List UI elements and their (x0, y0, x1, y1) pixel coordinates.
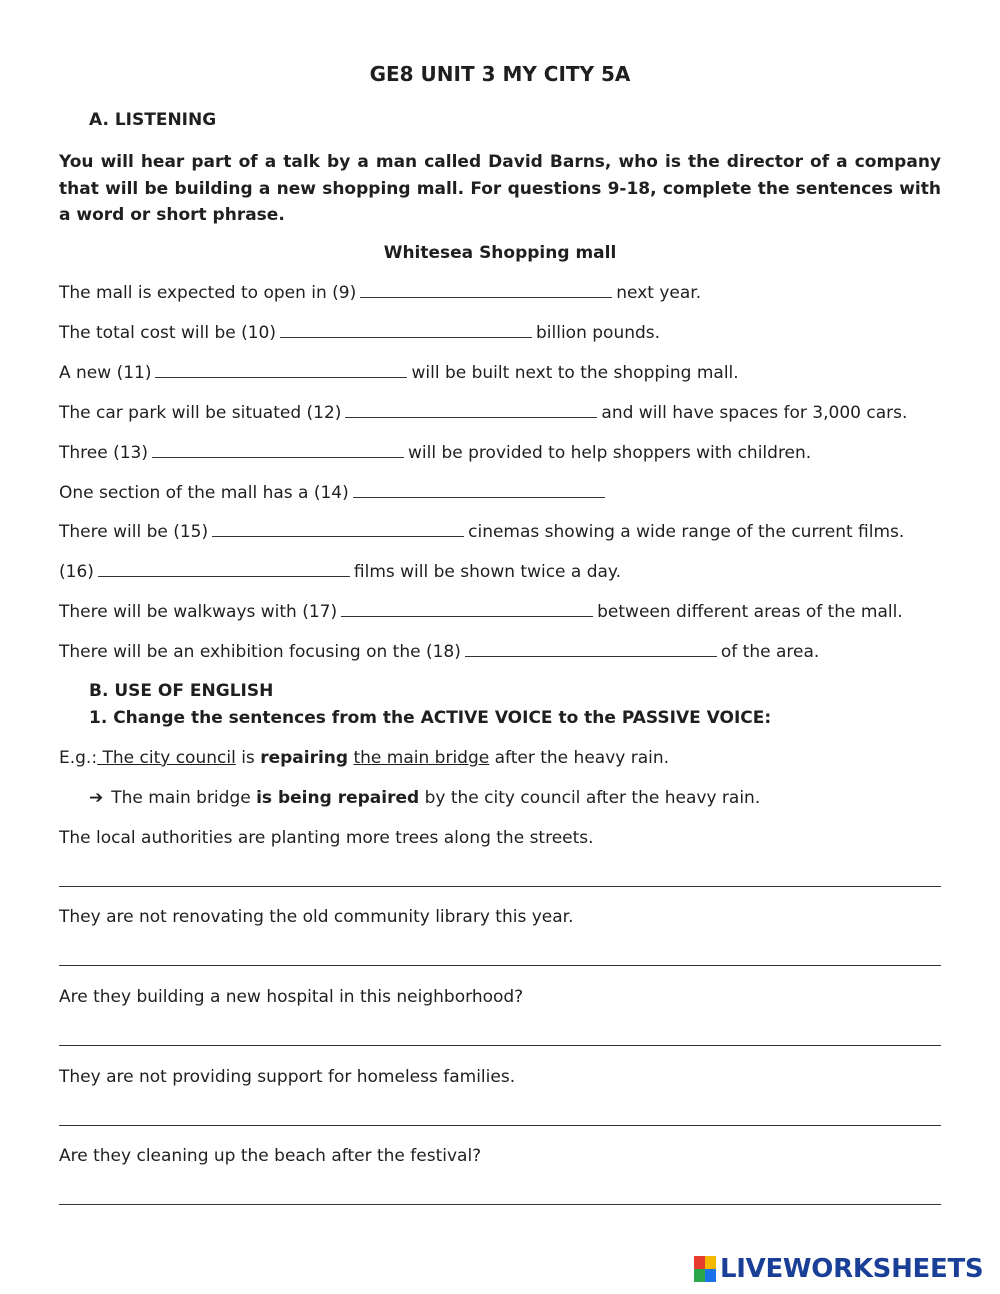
active-sentence: They are not renovating the old community library this year. (59, 907, 574, 927)
item-text-before: There will be (15) (59, 522, 209, 542)
item-text-before: Three (13) (59, 443, 148, 463)
logo-icon (694, 1256, 716, 1282)
listening-item (59, 323, 660, 343)
listening-item (59, 403, 907, 423)
passive-voice-task: 1. Change the sentences from the ACTIVE VOICE to the PASSIVE VOICE: (89, 708, 772, 728)
item-text-after: and will have spaces for 3,000 cars. (601, 403, 908, 423)
item-text-before: The total cost will be (10) (59, 323, 276, 343)
section-a-heading: A. LISTENING (89, 110, 217, 130)
item-text-after: next year. (616, 283, 702, 303)
example-prefix: E.g.: (59, 748, 98, 768)
listening-instructions: You will hear part of a talk by a man called David Barns, who is the director of a company that will be building a new shopping mall. For questions 9-18, complete the sentences with a word or short phrase. (59, 152, 941, 225)
active-sentence: The local authorities are planting more trees along the streets. (59, 828, 594, 848)
listening-item (59, 363, 739, 383)
answer-blank[interactable] (280, 323, 532, 338)
answer-blank[interactable] (212, 522, 464, 537)
passive-answer-line[interactable] (59, 886, 941, 887)
example-sentence (59, 748, 669, 768)
passive-answer-line[interactable] (59, 1125, 941, 1126)
listening-item (59, 602, 903, 622)
listening-item (59, 642, 819, 662)
active-sentence: They are not providing support for homeless families. (59, 1067, 516, 1087)
answer-rest: by the city council after the heavy rain. (424, 788, 761, 808)
answer-blank[interactable] (360, 283, 612, 298)
answer-blank[interactable] (465, 642, 717, 657)
item-text-before: A new (11) (59, 363, 152, 383)
page-title: GE8 UNIT 3 MY CITY 5A (369, 62, 631, 86)
example-answer (89, 788, 760, 808)
item-text-before: (16) (59, 562, 94, 582)
item-text-after: will be provided to help shoppers with children. (408, 443, 812, 463)
example-verb: repairing (260, 748, 349, 768)
liveworksheets-logo (694, 1254, 983, 1284)
answer-start: The main bridge (111, 788, 251, 808)
item-text-after: between different areas of the mall. (597, 602, 903, 622)
arrow-icon: ➔ (89, 788, 104, 808)
logo-text: LIVEWORKSHEETS (720, 1254, 984, 1284)
example-subject: The city council (97, 748, 236, 768)
item-text-before: There will be walkways with (17) (59, 602, 338, 622)
section-b-heading: B. USE OF ENGLISH (89, 681, 274, 701)
example-rest: after the heavy rain. (494, 748, 670, 768)
active-sentence: Are they building a new hospital in this neighborhood? (59, 987, 524, 1007)
answer-verb: is being repaired (256, 788, 420, 808)
active-sentence: Are they cleaning up the beach after the festival? (59, 1146, 482, 1166)
item-text-after: films will be shown twice a day. (353, 562, 621, 582)
answer-blank[interactable] (353, 483, 605, 498)
item-text-after: of the area. (720, 642, 820, 662)
listening-item (59, 562, 621, 582)
listening-item (59, 483, 609, 503)
answer-blank[interactable] (341, 602, 593, 617)
item-text-before: One section of the mall has a (14) (59, 483, 349, 503)
listening-item (59, 522, 904, 542)
passive-answer-line[interactable] (59, 1204, 941, 1205)
item-text-before: The car park will be situated (12) (59, 403, 342, 423)
passive-answer-line[interactable] (59, 965, 941, 966)
answer-blank[interactable] (345, 403, 597, 418)
item-text-before: The mall is expected to open in (9) (59, 283, 357, 303)
item-text-before: There will be an exhibition focusing on the (18) (59, 642, 461, 662)
listening-item (59, 283, 701, 303)
listening-item (59, 443, 811, 463)
item-text-after: billion pounds. (536, 323, 661, 343)
answer-blank[interactable] (155, 363, 407, 378)
item-text-after: will be built next to the shopping mall. (411, 363, 739, 383)
answer-blank[interactable] (98, 562, 350, 577)
item-text-after: cinemas showing a wide range of the current films. (468, 522, 905, 542)
answer-blank[interactable] (152, 443, 404, 458)
example-is: is (241, 748, 255, 768)
passive-answer-line[interactable] (59, 1045, 941, 1046)
example-object: the main bridge (353, 748, 490, 768)
listening-subtitle: Whitesea Shopping mall (383, 243, 617, 263)
